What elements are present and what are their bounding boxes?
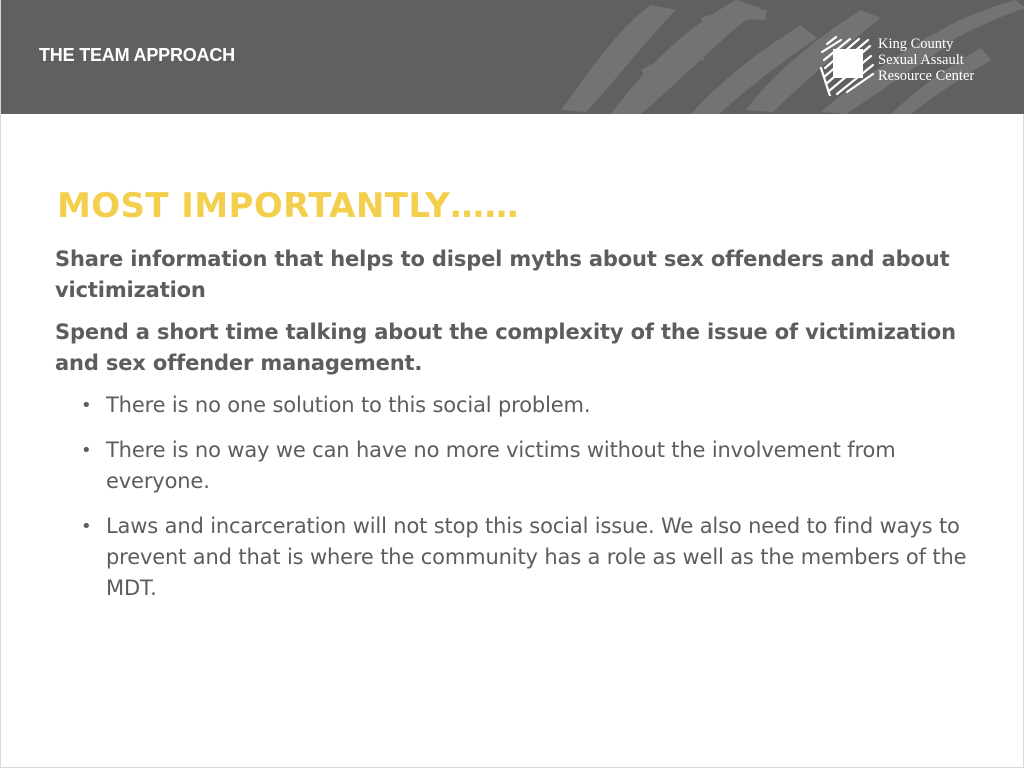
list-item <box>55 511 975 604</box>
bullet-icon: • <box>81 395 92 416</box>
logo-text <box>878 36 974 84</box>
paragraph-myths: Share information that helps to dispel myths about sex offenders and about victimization <box>55 247 950 302</box>
header-title: THE TEAM APPROACH <box>39 45 235 65</box>
kcsarc-scribble-logo-icon <box>819 34 875 96</box>
bullet-list <box>55 390 975 604</box>
header-bar <box>1 0 1024 114</box>
paragraph-complexity: Spend a short time talking about the complexity of the issue of victimization and sex offender management. <box>55 320 956 375</box>
list-item <box>55 390 975 421</box>
bullet-text: There is no one solution to this social problem. <box>106 393 591 417</box>
organization-logo <box>819 34 999 96</box>
bullet-text: Laws and incarceration will not stop this social issue. We also need to find ways to prevent and that is where the community has a role as well as the members of the MDT. <box>106 514 967 600</box>
bullet-icon: • <box>81 516 92 537</box>
bullet-icon: • <box>81 440 92 461</box>
list-item <box>55 435 975 497</box>
slide-body <box>55 244 975 618</box>
slide-title: MOST IMPORTANTLY…… <box>57 186 519 226</box>
logo-line-2: Sexual Assault <box>878 52 964 68</box>
bullet-text: There is no way we can have no more victims without the involvement from everyone. <box>106 438 896 493</box>
logo-line-1: King County <box>878 36 954 52</box>
logo-line-3: Resource Center <box>878 68 975 84</box>
